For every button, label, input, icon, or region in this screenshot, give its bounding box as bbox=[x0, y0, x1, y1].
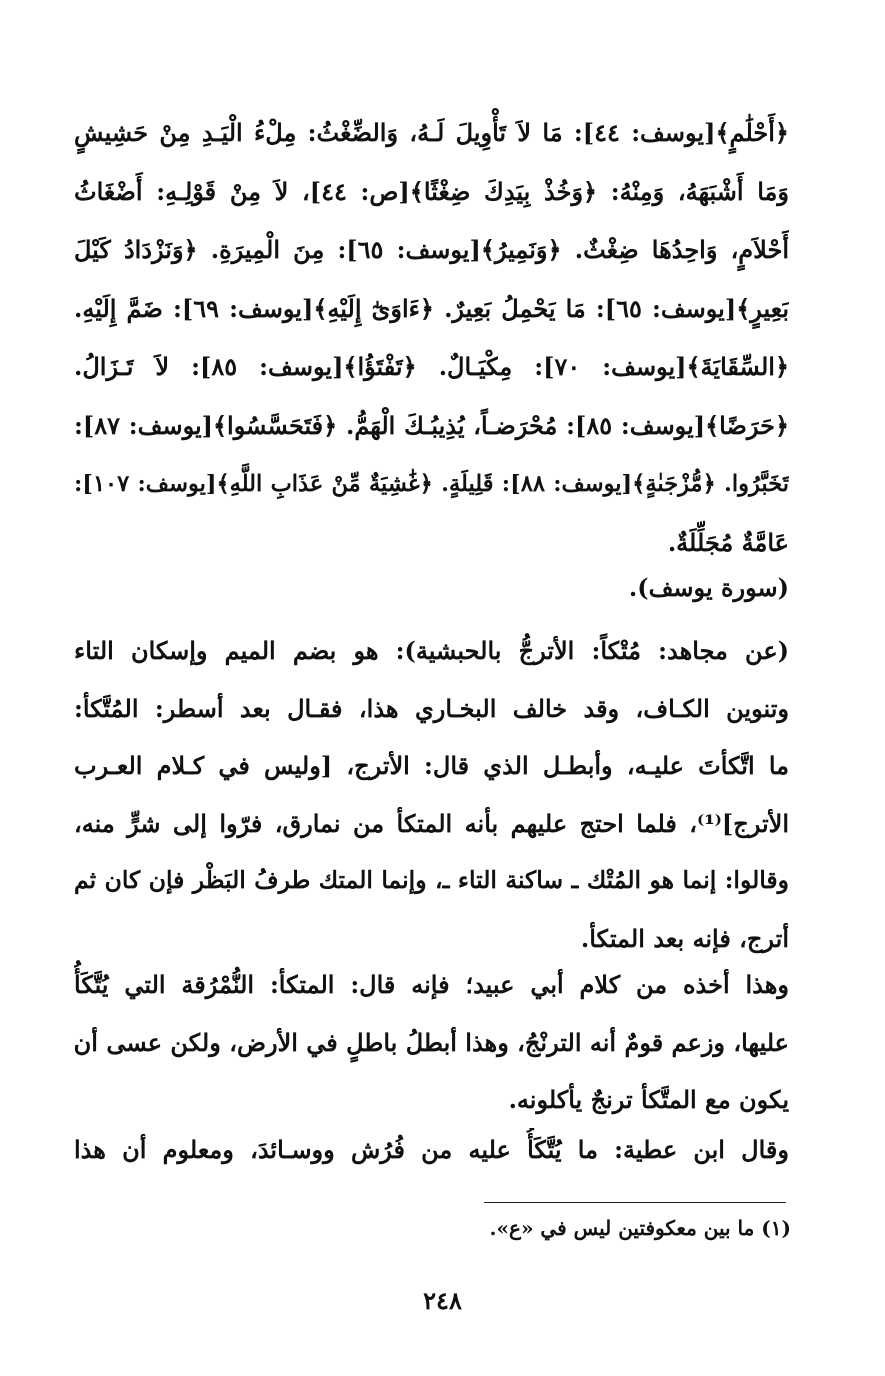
paragraph-line: (عن مجاهد: مُتْكاً: الأترجُّ بالحبشية): هو بضم الميم وإسكان التاء bbox=[74, 636, 789, 665]
glossary-line: تَخَبَّرُوا. ﴿مُّزْجَىٰةٍ﴾[يوسف: ٨٨]: قَلِيلَةٍ. ﴿غَٰشِيَةٌ مِّنْ عَذَابِ اللَّهِ﴾[يوسف: ١٠٧]: bbox=[74, 471, 789, 497]
paragraph-line: وتنوين الكـاف، وقد خالف البخـاري هذا، فقـال بعد أسطر: المُتَّكأ: bbox=[74, 693, 789, 723]
glossary-line: وَمَا أَشْبَهَهُ، وَمِنْهُ: ﴿وَخُذْ بِيَدِكَ ضِغْثًا﴾[ص: ٤٤]، لاَ مِنْ قَوْلِـهِ: أَضْغَاثُ bbox=[74, 176, 789, 206]
glossary-line: بَعِيرٍ﴾[يوسف: ٦٥]: مَا يَحْمِلُ بَعِيرٌ. ﴿ءَاوَىٰٓ إِلَيْهِ﴾[يوسف: ٦٩]: ضَمَّ إِلَيْهِ. bbox=[74, 293, 789, 323]
paragraph-line: الأترج]⁽¹⁾، فلما احتج عليهم بأنه المتكأ من نمارق، فرّوا إلى شرٍّ منه، bbox=[74, 808, 789, 838]
commentary-paragraph-1 bbox=[74, 622, 789, 967]
commentary-paragraph-2 bbox=[74, 956, 789, 1129]
surah-heading bbox=[74, 566, 789, 610]
glossary-line: أَحْلاَمٍ، وَاحِدُهَا ضِغْثٌ. ﴿وَنَمِيرُ﴾[يوسف: ٦٥]: مِنَ الْمِيرَةِ. ﴿وَنَزْدَادُ كَيْلَ bbox=[74, 235, 789, 264]
paragraph-line: وهذا أخذه من كلام أبي عبيد؛ فإنه قال: المتكأ: النُّمْرُقة التي يُتَّكَأُ bbox=[74, 970, 789, 999]
glossary-line: ﴿حَرَضًا﴾[يوسف: ٨٥]: مُحْرَضـاً، يُذِيبُـكَ الْهَمُّ. ﴿فَتَحَسَّسُوا﴾[يوسف: ٨٧]: bbox=[74, 410, 789, 440]
glossary-line: ﴿السِّقَايَةَ﴾[يوسف: ٧٠]: مِكْيَـالٌ. ﴿تَفْتَؤُا﴾[يوسف: ٨٥]: لاَ تَـزَالُ. bbox=[74, 352, 789, 381]
paragraph-line: ما اتَّكأتَ عليـه، وأبطـل الذي قال: الأترج، [وليس في كـلام العـرب bbox=[74, 751, 789, 780]
surah-line: (سورة يوسف). bbox=[628, 573, 789, 602]
footnote-divider bbox=[484, 1202, 786, 1203]
glossary-line: عَامَّةٌ مُجَلِّلَةٌ. bbox=[667, 527, 789, 557]
commentary-paragraph-3 bbox=[74, 1128, 789, 1172]
page-number: ٢٤٨ bbox=[423, 1286, 462, 1315]
glossary-block bbox=[74, 104, 789, 572]
paragraph-line: وقال ابن عطية: ما يُتَّكَأُ عليه من فُرُش ووسـائدَ، ومعلوم أن هذا bbox=[74, 1135, 789, 1164]
glossary-line: ﴿أَحْلَٰمٍ﴾[يوسف: ٤٤]: مَا لاَ تَأْوِيلَ لَـهُ، وَالضِّغْثُ: مِلْءُ الْيَـدِ مِنْ حَشِيشٍ bbox=[74, 118, 789, 147]
paragraph-line: يكون مع المتَّكأ ترنجٌ يأكلونه. bbox=[508, 1085, 789, 1114]
paragraph-line: أترج، فإنه بعد المتكأ. bbox=[580, 923, 789, 953]
paragraph-line: عليها، وزعم قومٌ أنه الترنْجُ، وهذا أبطلُ باطلٍ في الأرض، ولكن عسى أن bbox=[74, 1027, 789, 1057]
paragraph-line: وقالوا: إنما هو المُتْك ـ ساكنة التاء ـ، وإنما المتك طرفُ البَظْر فإن كان ثم bbox=[74, 866, 789, 894]
footnote: (١) ما بين معكوفتين ليس في «ع». bbox=[489, 1216, 791, 1240]
